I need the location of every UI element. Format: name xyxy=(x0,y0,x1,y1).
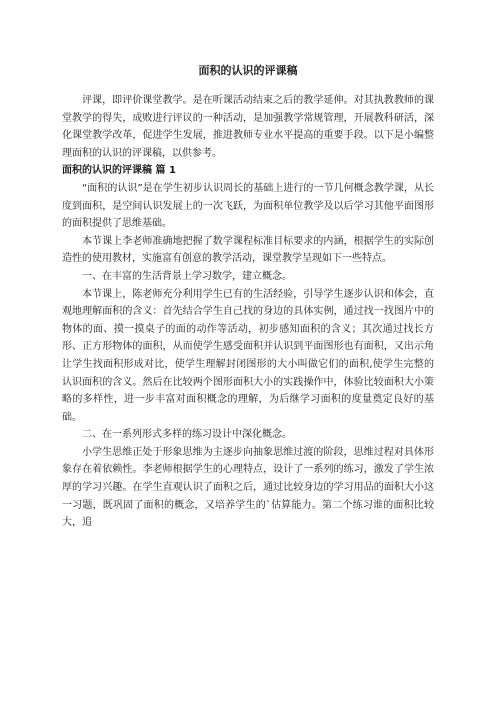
subsection-heading: 一、在丰富的生活背景上学习数学，建立概念。 xyxy=(82,270,292,282)
document-page xyxy=(62,64,434,532)
subsection-heading: 二、在一系列形式多样的练习设计中深化概念。 xyxy=(82,429,292,441)
section-heading: 面积的认识的评课稿 篇 1 xyxy=(62,165,176,177)
intro-paragraph: 评课，即评价课堂教学。是在听课活动结束之后的教学延伸。对其执教教师的课堂教学的得失，成败进行评议的一种活动，是加强教学常规管理，开展教科研活，深化课堂教学改革，促进学生发展，推进教师专业水平提高的重要手段。以下是小编整理面积的认识的评课稿，以供参考。 xyxy=(62,95,434,159)
body-paragraph: 本节课上，陈老师充分利用学生已有的生活经验，引导学生逐步认识和体会，直观地理解面积的含义：首先结合学生自己找的身边的具体实例，通过找一找图片中的物体的面、摸一摸桌子的面的动作等活动，初步感知面积的含义；其次通过找长方形、正方形物体的面积，从而使学生感受面积并认识到平面图形也有面积，又出示角让学生找面积形成对比，使学生理解封闭图形的大小叫做它们的面积,使学生完整的认识面积的含义。然后在比较两个图形面积大小的实践操作中，体验比较面积大小策略的多样性，进一步丰富对面积概念的理解，为后继学习面积的度量奠定良好的基础。 xyxy=(62,288,434,423)
body-paragraph: 小学生思维正处于形象思维为主逐步向抽象思维过渡的阶段，思维过程对具体形象存在着依赖性。李老师根据学生的心理特点，设计了一系列的练习，激发了学生浓厚的学习兴趣。在学生直观认识了面积之后，通过比较身边的学习用品的面积大小这一习题，既巩固了面积的概念，又培养学生的`估算能力。第二个练习谁的面积比较大，追 xyxy=(62,446,434,529)
body-paragraph: 本节课上李老师准确地把握了数学课程标准目标要求的内涵，根据学生的实际创造性的使用教材，实施富有创意的教学活动，课堂教学呈现如下一些特点。 xyxy=(62,235,434,265)
page-title: 面积的认识的评课稿 xyxy=(198,64,298,77)
body-paragraph: “面积的认识”是在学生初步认识周长的基础上进行的一节几何概念教学课，从长度到面积，是空间认识发展上的一次飞跃，为面积单位教学及以后学习其他平面图形的面积提供了思维基础。 xyxy=(62,182,434,230)
